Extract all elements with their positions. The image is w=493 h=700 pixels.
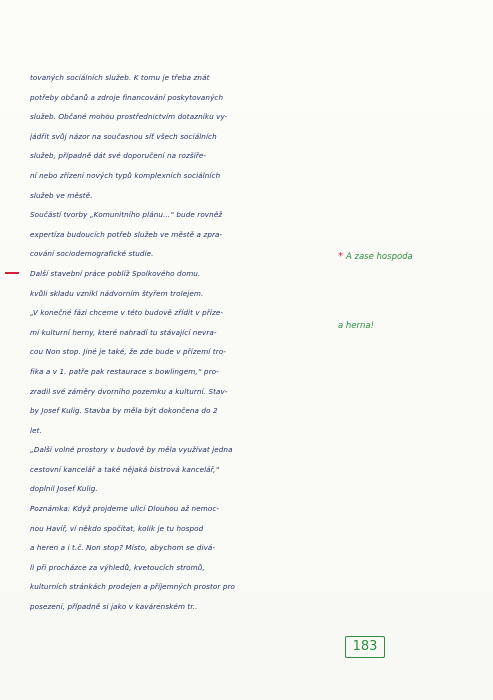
text-line: mí kulturní herny, které nahradí tu stávající nevra- <box>30 327 217 337</box>
text-line: expertíza budoucích potřeb služeb ve městě a zpra- <box>30 229 223 239</box>
text-line: zradil své záměry dvorního pozemku a kulturní. Stav- <box>30 386 228 396</box>
text-line: by Josef Kulig. Stavba by měla být dokončena do 2 <box>30 406 218 416</box>
text-line: li při procházce za výhledů, kvetoucích stromů, <box>30 562 205 572</box>
text-line: potřeby občanů a zdroje financování poskytovaných <box>30 92 224 102</box>
text-line: služeb, případně dát své doporučení na rozšíře- <box>30 151 207 161</box>
text-line: posezení, případně si jako v kavárenském tr.. <box>30 602 198 612</box>
text-line: cování sociodemografické studie. <box>30 249 154 259</box>
text-line: Poznámka: Když projdeme ulicí Dlouhou až nemoc- <box>30 504 220 514</box>
page-number-box: 183 <box>345 636 385 658</box>
text-line: let. <box>30 425 42 435</box>
margin-annotation-line-2: a herna! <box>338 321 375 331</box>
text-line: tovaných sociálních služeb. K tomu je třeba znát <box>30 73 210 82</box>
text-line: a heren a i t.č. Non stop? Místo, abychom se divá- <box>30 543 216 553</box>
margin-annotation-line-1: A zase hospoda <box>346 252 413 262</box>
text-line: kvůli skladu vznikl nádvorním štyřem trolejem. <box>30 288 204 298</box>
text-line: doplnil Josef Kulig. <box>30 484 98 494</box>
handwritten-body <box>30 68 330 617</box>
text-line: „V konečné fázi chceme v této budově zřídit v příze- <box>30 308 224 318</box>
text-line: služeb ve městě. <box>30 190 93 200</box>
margin-annotation <box>338 248 478 266</box>
text-line: cou Non stop. Jiné je také, že zde bude v přízemí tro- <box>30 347 226 357</box>
text-line: „Další volné prostory v budově by měla využívat jedna <box>30 445 233 455</box>
text-line: cestovní kancelář a také nějaká bistrová kancelář,“ <box>30 464 220 474</box>
text-line: kulturních stránkách prodejen a příjemných prostor pro <box>30 582 236 592</box>
text-line: služeb. Občané mohou prostřednictvím dotazníku vy- <box>30 112 228 122</box>
text-line: Součástí tvorby „Komunitního plánu...“ bude rovněž <box>30 210 223 220</box>
text-line: nou Havíř, ví někdo spočítat, kolik je tu hospod <box>30 523 204 533</box>
text-line: Další stavební práce poblíž Spolkového domu. <box>30 268 201 278</box>
margin-dash-mark <box>5 272 19 274</box>
star-mark: * <box>338 251 343 262</box>
text-line: fika a v 1. patře pak restaurace s bowlingem,“ pro- <box>30 366 219 376</box>
text-line: ní nebo zřízení nových typů komplexních sociálních <box>30 170 221 180</box>
margin-annotation-2 <box>338 318 478 335</box>
text-line: jádřit svůj názor na současnou síť všech sociálních <box>30 131 217 141</box>
